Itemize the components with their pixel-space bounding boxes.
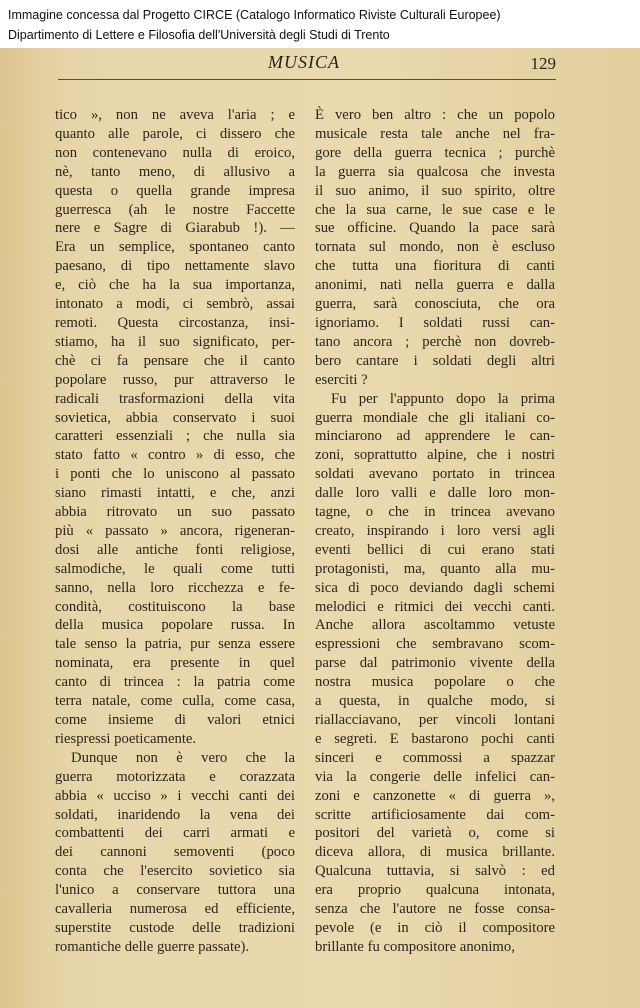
text-line: caratteri essenziali ; che nulla sia xyxy=(55,428,295,445)
text-line: ignoriamo. I soldati russi can- xyxy=(315,314,555,331)
text-line: guerra motorizzata e corazzata xyxy=(55,768,295,785)
text-line: riespressi poeticamente. xyxy=(55,730,197,747)
text-line: bero cantare i soldati degli altri xyxy=(315,352,555,369)
text-line: via la congerie delle infelici can- xyxy=(315,768,555,785)
text-line: superstite custode delle tradizioni xyxy=(55,919,295,936)
text-line: soldati avevano portato in trincea xyxy=(315,466,555,483)
text-line: chè ci fa pensare che il canto xyxy=(55,352,295,369)
text-line: e segreti. E bastarono pochi canti xyxy=(315,730,555,747)
text-line: il suo animo, il suo spirito, oltre xyxy=(315,182,555,199)
text-line: tornata sul mondo, non è escluso xyxy=(315,239,555,256)
text-line: Fu per l'appunto dopo la prima xyxy=(331,390,555,407)
text-line: soldati, inaridendo la vena dei xyxy=(55,806,295,823)
text-line: stato fatto « contro » di esso, che xyxy=(55,447,295,464)
text-line: zoni, soprattutto alpine, che i nostri xyxy=(315,447,555,464)
text-line: l'unico a conservare tuttora una xyxy=(55,882,295,899)
text-line: È vero ben altro : che un popolo xyxy=(315,107,555,123)
text-line: tagne, o che in trincea avevano xyxy=(315,504,555,521)
text-line: tano ancora ; perchè non dovreb- xyxy=(315,333,555,350)
text-line: riallacciavano, per vincoli lontani xyxy=(315,712,555,728)
text-line: come insieme di valori etnici xyxy=(55,712,295,728)
text-line: sue officine. Quando la pace sarà xyxy=(315,220,555,237)
text-line: quanto alle parole, ci dissero che xyxy=(55,125,295,142)
header-rule xyxy=(58,79,556,80)
text-line: abbia « ucciso » i vecchi canti dei xyxy=(55,787,295,804)
text-line: più « passato » ancora, rigeneran- xyxy=(55,522,295,539)
text-line: dosi alle antiche fonti religiose, xyxy=(55,541,295,558)
text-line: dei cannoni semoventi (poco xyxy=(55,844,295,861)
text-line: popolare russo, pur attraverso le xyxy=(55,371,295,388)
text-line: questa o quella grande impresa xyxy=(55,182,295,199)
text-line: espressioni che sembravano scom- xyxy=(315,636,555,653)
text-line: dalle loro valli e dalle loro mon- xyxy=(315,485,555,502)
text-line: eserciti ? xyxy=(315,371,368,388)
text-line: la guerra sia qualcosa che investa xyxy=(315,163,555,180)
text-line: scritte artificiosamente dai com- xyxy=(315,806,555,823)
text-line: diceva allora, di musica brillante. xyxy=(315,844,555,861)
text-line: che la sua carne, le sue case e le xyxy=(315,201,555,218)
text-line: guerra mondiale che gli italiani co- xyxy=(315,409,555,426)
text-line: della musica popolare russa. In xyxy=(55,617,295,634)
text-line: siano rimasti intatti, e che, anzi xyxy=(55,485,295,502)
text-line: terra natale, come culla, come casa, xyxy=(55,693,295,710)
section-title: MUSICA xyxy=(268,52,340,72)
text-line: e, ciò che ha la sua importanza, xyxy=(55,277,295,294)
text-line: zoni e canzonette « di guerra », xyxy=(315,787,555,804)
text-line: radicali trasformazioni della vita xyxy=(55,390,295,407)
text-line: tico », non ne aveva l'aria ; e xyxy=(55,107,295,123)
text-line: intonato a modi, ci sembrò, assai xyxy=(55,296,295,313)
text-line: canto di trincea : la patria come xyxy=(55,674,295,691)
text-line: protagonisti, ma, quanto alla mu- xyxy=(315,560,555,577)
text-line: combattenti dei carri armati e xyxy=(55,825,295,842)
text-line: sanno, nella loro ricchezza e fe- xyxy=(55,579,295,596)
text-line: pevole (e in ciò il compositore xyxy=(315,919,555,936)
text-line: condità, costituiscono la base xyxy=(55,598,295,615)
text-line: nominata, era presente in quel xyxy=(55,655,295,672)
text-line: nere e Sagre di Giarabub !). — xyxy=(55,220,295,237)
left-text-column xyxy=(55,106,295,957)
text-line: sinceri e commossi a spazzar xyxy=(315,749,555,766)
text-line: cavalleria numerosa ed efficiente, xyxy=(55,901,295,918)
text-line: brillante fu compositore anonimo, xyxy=(315,938,515,955)
text-line: i ponti che lo uniscono al passato xyxy=(55,466,295,483)
attribution-line-2: Dipartimento di Lettere e Filosofia dell'Università degli Studi di Trento xyxy=(8,28,390,42)
text-line: anonimi, nati nella guerra e dalla xyxy=(315,277,555,294)
text-line: sovietica, abbia conservato i suoi xyxy=(55,409,295,426)
text-line: era proprio qualcuna intonata, xyxy=(315,882,555,899)
text-line: salmodiche, le quali come tutti xyxy=(55,560,295,577)
text-line: paesano, di tipo nettamente slavo xyxy=(55,258,295,275)
text-line: stiamo, ha il suo significato, per- xyxy=(55,333,295,350)
text-line: sica di poco deviando dagli schemi xyxy=(315,579,555,596)
text-line: senza che l'autore ne fosse consa- xyxy=(315,901,555,918)
text-line: a questa, in qualche modo, si xyxy=(315,693,555,710)
text-line: nostra musica popolare o che xyxy=(315,674,555,691)
text-line: Anche allora ascoltammo vetuste xyxy=(315,617,555,634)
text-line: Era un semplice, spontaneo canto xyxy=(55,239,295,256)
attribution-banner xyxy=(0,0,640,48)
text-line: guerra, sarà conosciuta, che ora xyxy=(315,296,555,313)
text-line: guerresca (ah le nostre Faccette xyxy=(55,201,295,218)
text-line: musicale resta tale anche nel fra- xyxy=(315,125,555,142)
text-line: conta che l'esercito sovietico sia xyxy=(55,863,295,880)
text-line: Dunque non è vero che la xyxy=(71,749,295,766)
right-text-column xyxy=(315,106,555,957)
text-line: abbia ritrovato un suo passato xyxy=(55,504,295,521)
text-line: melodici e ritmici dei vecchi canti. xyxy=(315,598,555,615)
text-line: positori del varietà o, come si xyxy=(315,825,555,842)
text-line: remoti. Questa circostanza, insi- xyxy=(55,314,295,331)
text-line: parse dal patrimonio vivente della xyxy=(315,655,555,672)
text-line: minciarono ad apprendere le can- xyxy=(315,428,555,445)
text-line: Qualcuna tuttavia, si salvò : ed xyxy=(315,863,555,880)
text-line: non contenevano nulla di eroico, xyxy=(55,144,295,161)
text-line: nè, tanto meno, di allusivo a xyxy=(55,163,295,180)
attribution-line-1: Immagine concessa dal Progetto CIRCE (Catalogo Informatico Riviste Culturali Europee) xyxy=(8,8,501,22)
text-line: eventi bellici di cui erano stati xyxy=(315,541,555,558)
text-line: creato, inspirando i loro versi agli xyxy=(315,522,555,539)
text-line: gore della guerra tecnica ; purchè xyxy=(315,144,555,161)
text-line: tale senso la patria, pur senza essere xyxy=(55,636,295,653)
running-head xyxy=(58,52,556,78)
text-line: romantiche delle guerre passate). xyxy=(55,938,250,955)
book-page xyxy=(0,48,640,1008)
page-number: 129 xyxy=(530,54,556,73)
text-line: che tutta una fioritura di canti xyxy=(315,258,555,275)
